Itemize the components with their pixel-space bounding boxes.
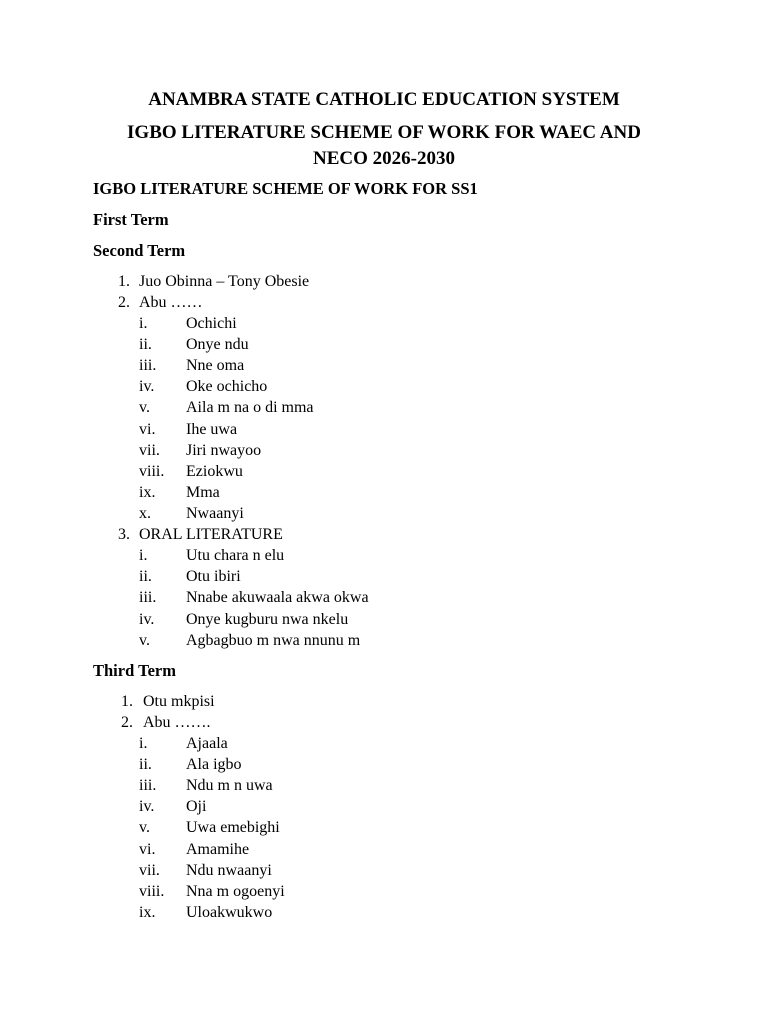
sub-list-text: Utu chara n elu [186, 547, 285, 564]
roman-numeral: i. [139, 547, 148, 564]
roman-numeral: vi. [139, 840, 156, 858]
subtitle-line-2: NECO 2026-2030 [313, 148, 455, 169]
sub-list-text: Mma [186, 483, 220, 501]
sub-list-text: Agbagbuo m nwa nnunu m [186, 631, 361, 649]
sub-list-text: Uwa emebighi [186, 819, 280, 837]
roman-numeral: ii. [139, 756, 152, 774]
sub-list-text: Ala igbo [186, 756, 242, 774]
roman-numeral: ii. [139, 568, 152, 586]
sub-list-text: Jiri nwayoo [186, 441, 262, 459]
first-term-heading: First Term [93, 210, 169, 229]
sub-list-text: Aila m na o di mma [186, 399, 314, 417]
list-text: Abu …… [139, 294, 203, 311]
roman-numeral: v. [139, 819, 150, 837]
roman-numeral: x. [139, 504, 151, 522]
sub-list-text: Eziokwu [186, 462, 243, 480]
third-term-heading: Third Term [93, 661, 176, 680]
subtitle-line-1: IGBO LITERATURE SCHEME OF WORK FOR WAEC AND [127, 122, 641, 143]
sub-list-text: Nna m ogoenyi [186, 882, 285, 900]
roman-numeral: vii. [139, 861, 160, 879]
sub-list-text: Onye kugburu nwa nkelu [186, 610, 349, 628]
sub-list-text: Oke ochicho [186, 378, 268, 396]
sub-list-text: Otu ibiri [186, 568, 241, 586]
roman-numeral: i. [139, 315, 148, 332]
roman-numeral: viii. [139, 462, 165, 480]
sub-list-text: Ochichi [186, 315, 237, 332]
sub-list-text: Nnabe akuwaala akwa okwa [186, 589, 369, 607]
second-term-heading: Second Term [93, 241, 186, 260]
sub-list-text: Onye ndu [186, 336, 249, 354]
sub-list-text: Uloakwukwo [186, 903, 273, 921]
roman-numeral: v. [139, 631, 150, 649]
roman-numeral: ix. [139, 903, 156, 921]
roman-numeral: iv. [139, 610, 155, 628]
list-text: Juo Obinna – Tony Obesie [139, 273, 310, 290]
list-number: 1. [121, 693, 133, 710]
roman-numeral: iii. [139, 589, 157, 607]
sub-list-text: Ndu nwaanyi [186, 861, 272, 879]
list-text: ORAL LITERATURE [139, 526, 283, 543]
list-text: Abu ……. [143, 714, 211, 731]
sub-list-text: Ajaala [186, 735, 228, 752]
roman-numeral: viii. [139, 882, 165, 900]
roman-numeral: iv. [139, 378, 155, 396]
sub-list-text: Oji [186, 798, 207, 816]
document-title: ANAMBRA STATE CATHOLIC EDUCATION SYSTEM [148, 89, 620, 110]
sub-list-text: Nne oma [186, 357, 245, 375]
roman-numeral: iv. [139, 798, 155, 816]
roman-numeral: v. [139, 399, 150, 417]
sub-list-text: Ihe uwa [186, 420, 238, 438]
sub-list-text: Nwaanyi [186, 504, 244, 522]
document-subtitle [0, 120, 768, 172]
roman-numeral: ix. [139, 483, 156, 501]
roman-numeral: vii. [139, 441, 160, 459]
list-number: 3. [118, 526, 130, 543]
sub-list-text: Amamihe [186, 840, 250, 858]
roman-numeral: vi. [139, 420, 156, 438]
roman-numeral: i. [139, 735, 148, 752]
list-text: Otu mkpisi [143, 693, 215, 710]
roman-numeral: ii. [139, 336, 152, 354]
ss1-heading: IGBO LITERATURE SCHEME OF WORK FOR SS1 [93, 179, 478, 198]
list-number: 1. [118, 273, 130, 290]
list-number: 2. [121, 714, 133, 731]
list-number: 2. [118, 294, 130, 311]
sub-list-text: Ndu m n uwa [186, 777, 273, 795]
roman-numeral: iii. [139, 777, 157, 795]
roman-numeral: iii. [139, 357, 157, 375]
